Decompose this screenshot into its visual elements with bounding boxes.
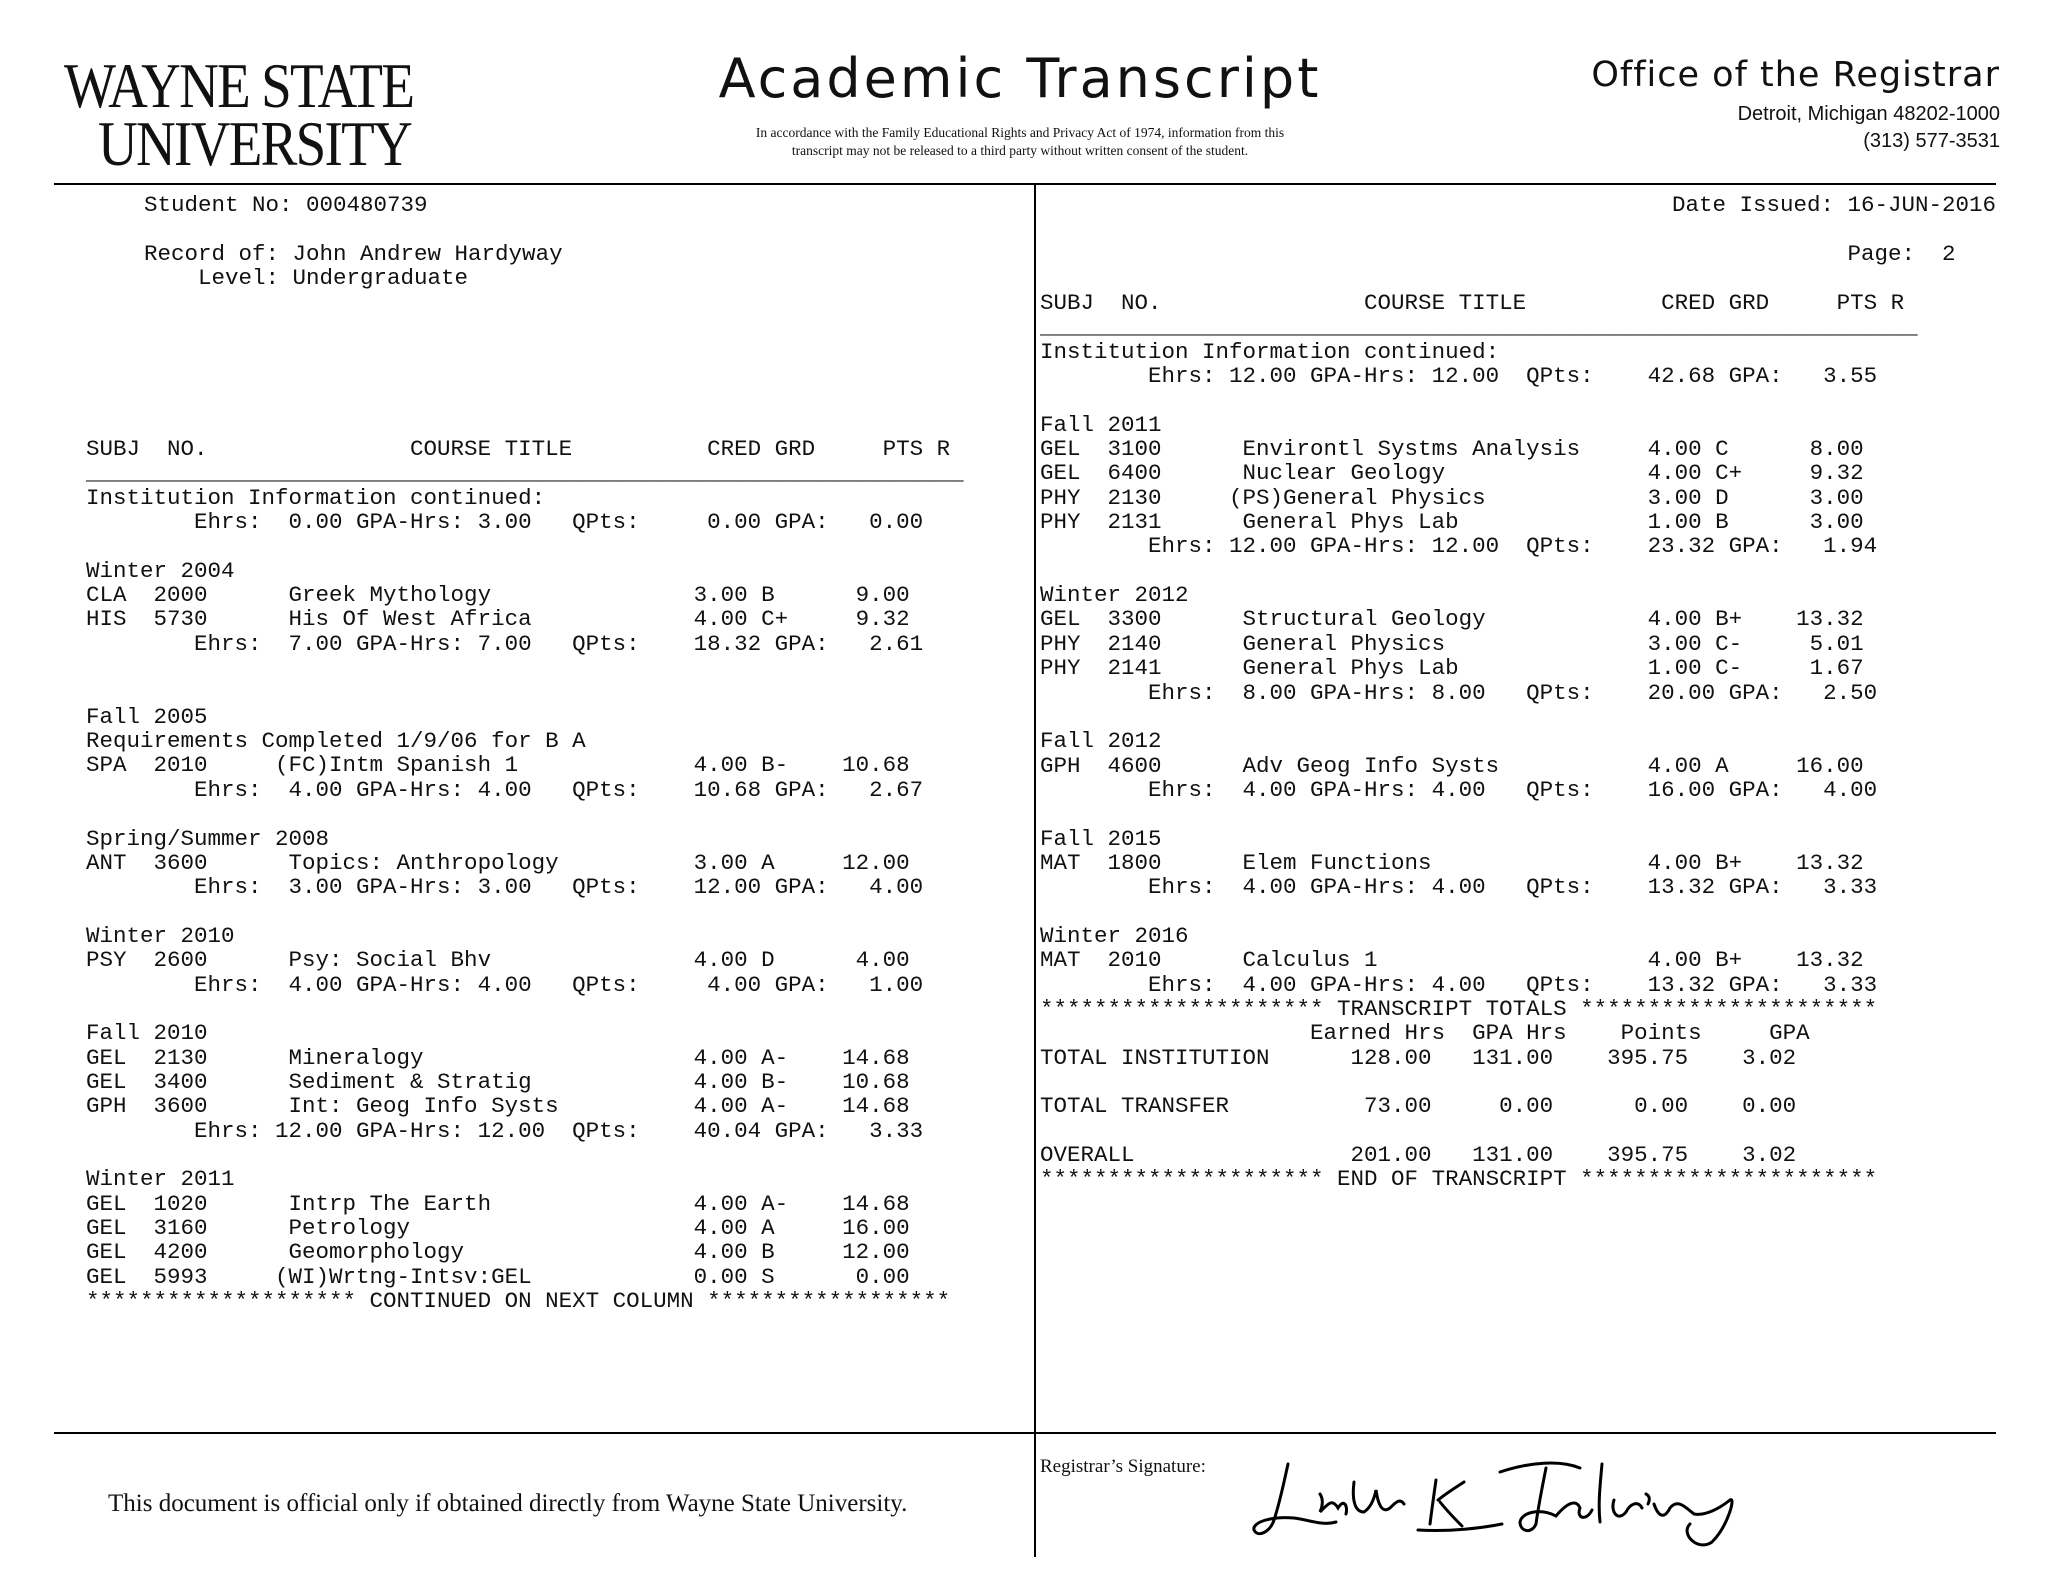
transcript-line: Winter 2012 (1040, 582, 1189, 609)
transcript-line: ********************* END OF TRANSCRIPT ********************** (1040, 1166, 1878, 1193)
student-number: Student No: 000480739 (144, 192, 428, 218)
transcript-line: Ehrs: 0.00 GPA-Hrs: 3.00 QPts: 0.00 GPA: 0.00 (86, 509, 924, 536)
transcript-line: GEL 3400 Sediment & Stratig 4.00 B- 10.68 (86, 1068, 910, 1095)
transcript-line: HIS 5730 His Of West Africa 4.00 C+ 9.32 (86, 606, 910, 633)
transcript-line (86, 534, 964, 558)
transcript-line: Ehrs: 8.00 GPA-Hrs: 8.00 QPts: 20.00 GPA: 2.50 (1040, 679, 1878, 706)
column-divider (1034, 185, 1036, 1557)
transcript-line (86, 802, 964, 826)
footer-divider (54, 1432, 1996, 1434)
transcript-line: Ehrs: 12.00 GPA-Hrs: 12.00 QPts: 42.68 GPA: 3.55 (1040, 363, 1878, 390)
transcript-line: TOTAL INSTITUTION 128.00 131.00 395.75 3.02 (1040, 1044, 1797, 1071)
transcript-line (1040, 388, 1918, 412)
registrar-phone: (313) 577-3531 (1863, 130, 2000, 152)
transcript-line: Institution Information continued: (86, 484, 546, 511)
ferpa-line-1: In accordance with the Family Educational Rights and Privacy Act of 1974, information from this (755, 125, 1285, 140)
transcript-line: PHY 2141 General Phys Lab 1.00 C- 1.67 (1040, 655, 1864, 682)
transcript-line: Ehrs: 12.00 GPA-Hrs: 12.00 QPts: 40.04 GPA: 3.33 (86, 1117, 924, 1144)
transcript-line: GEL 1020 Intrp The Earth 4.00 A- 14.68 (86, 1190, 910, 1217)
transcript-line: ******************** CONTINUED ON NEXT COLUMN ****************** (86, 1288, 951, 1315)
transcript-line: Fall 2005 (86, 703, 208, 730)
transcript-line: MAT 2010 Calculus 1 4.00 B+ 13.32 (1040, 947, 1864, 974)
transcript-line: Ehrs: 4.00 GPA-Hrs: 4.00 QPts: 16.00 GPA: 4.00 (1040, 776, 1878, 803)
registrar-address: Detroit, Michigan 48202-1000 (1737, 103, 2000, 125)
transcript-line (86, 1143, 964, 1167)
ferpa-notice (700, 124, 1340, 160)
header-divider (54, 183, 1996, 185)
transcript-line: Ehrs: 4.00 GPA-Hrs: 4.00 QPts: 13.32 GPA: 3.33 (1040, 971, 1878, 998)
transcript-line: Ehrs: 12.00 GPA-Hrs: 12.00 QPts: 23.32 GPA: 1.94 (1040, 533, 1878, 560)
student-level: Level: Undergraduate (144, 265, 469, 291)
transcript-line: OVERALL 201.00 131.00 395.75 3.02 (1040, 1142, 1797, 1169)
transcript-line: ANT 3600 Topics: Anthropology 3.00 A 12.00 (86, 849, 910, 876)
transcript-line: SUBJ NO. COURSE TITLE CRED GRD PTS R (86, 436, 951, 462)
transcript-line: Winter 2016 (1040, 922, 1189, 949)
transcript-line: _________________________________________________________________ (86, 460, 964, 487)
transcript-line: Winter 2010 (86, 922, 235, 949)
transcript-line: Ehrs: 4.00 GPA-Hrs: 4.00 QPts: 4.00 GPA: 1.00 (86, 971, 924, 998)
page-number: Page: 2 (1847, 241, 1996, 267)
university-logo (64, 50, 434, 180)
official-document-note: This document is official only if obtained directly from Wayne State University. (108, 1490, 908, 1517)
transcript-line: Requirements Completed 1/9/06 for B A (86, 728, 586, 755)
transcript-line (1040, 1119, 1918, 1143)
transcript-line: PHY 2130 (PS)General Physics 3.00 D 3.00 (1040, 484, 1864, 511)
transcript-line: GPH 3600 Int: Geog Info Systs 4.00 A- 14.68 (86, 1093, 910, 1120)
registrar-signature (1250, 1442, 1750, 1552)
transcript-line: TOTAL TRANSFER 73.00 0.00 0.00 0.00 (1040, 1093, 1797, 1120)
transcript-line (86, 680, 964, 704)
transcript-line: ********************* TRANSCRIPT TOTALS ********************** (1040, 995, 1878, 1022)
student-record: Record of: John Andrew Hardyway (144, 241, 563, 267)
transcript-line (1040, 559, 1918, 583)
transcript-line: Fall 2010 (86, 1020, 208, 1047)
transcript-line: GEL 5993 (WI)Wrtng-Intsv:GEL 0.00 S 0.00 (86, 1263, 910, 1290)
logo-line-2: UNIVERSITY (98, 108, 412, 179)
transcript-line: Winter 2011 (86, 1166, 235, 1193)
transcript-line: GEL 4200 Geomorphology 4.00 B 12.00 (86, 1239, 910, 1266)
signature-label: Registrar’s Signature: (1040, 1456, 1206, 1477)
transcript-line: _________________________________________________________________ (1040, 314, 1918, 341)
transcript-line: Ehrs: 3.00 GPA-Hrs: 3.00 QPts: 12.00 GPA: 4.00 (86, 874, 924, 901)
transcript-line: SPA 2010 (FC)Intm Spanish 1 4.00 B- 10.68 (86, 752, 910, 779)
transcript-line: GEL 6400 Nuclear Geology 4.00 C+ 9.32 (1040, 460, 1864, 487)
left-column-courses (86, 437, 964, 1313)
transcript-line (86, 656, 964, 680)
transcript-line: Institution Information continued: (1040, 338, 1500, 365)
document-title: Academic Transcript (718, 47, 1322, 110)
ferpa-line-2: transcript may not be released to a third party without written consent of the student. (791, 143, 1249, 158)
transcript-line: PSY 2600 Psy: Social Bhv 4.00 D 4.00 (86, 947, 910, 974)
transcript-line: CLA 2000 Greek Mythology 3.00 B 9.00 (86, 582, 910, 609)
registrar-office-title: Office of the Registrar (1591, 55, 2000, 95)
logo-line-1: WAYNE STATE (64, 50, 414, 121)
transcript-line (1040, 802, 1918, 826)
transcript-line: Spring/Summer 2008 (86, 825, 330, 852)
transcript-line: Ehrs: 4.00 GPA-Hrs: 4.00 QPts: 10.68 GPA: 2.67 (86, 776, 924, 803)
transcript-line: SUBJ NO. COURSE TITLE CRED GRD PTS R (1040, 290, 1905, 316)
transcript-line: GEL 3160 Petrology 4.00 A 16.00 (86, 1215, 910, 1241)
transcript-line: GEL 3100 Environtl Systms Analysis 4.00 C 8.00 (1040, 436, 1864, 463)
transcript-line: Ehrs: 4.00 GPA-Hrs: 4.00 QPts: 13.32 GPA: 3.33 (1040, 874, 1878, 901)
transcript-line: GEL 2130 Mineralogy 4.00 A- 14.68 (86, 1044, 910, 1071)
transcript-line: Fall 2015 (1040, 825, 1162, 852)
transcript-line: GEL 3300 Structural Geology 4.00 B+ 13.32 (1040, 606, 1864, 633)
transcript-line: Fall 2011 (1040, 411, 1162, 438)
transcript-line: GPH 4600 Adv Geog Info Systs 4.00 A 16.00 (1040, 752, 1864, 779)
transcript-line: Fall 2012 (1040, 728, 1162, 755)
transcript-line: MAT 1800 Elem Functions 4.00 B+ 13.32 (1040, 849, 1864, 876)
right-column-courses (1040, 291, 1918, 1192)
transcript-line: Ehrs: 7.00 GPA-Hrs: 7.00 QPts: 18.32 GPA: 2.61 (86, 630, 924, 657)
date-issued: Date Issued: 16-JUN-2016 (1671, 192, 1996, 218)
transcript-line (86, 997, 964, 1021)
transcript-line (1040, 1070, 1918, 1094)
transcript-line: Earned Hrs GPA Hrs Points GPA (1040, 1020, 1810, 1047)
transcript-line: Winter 2004 (86, 557, 235, 584)
transcript-line (1040, 900, 1918, 924)
transcript-line (1040, 705, 1918, 729)
transcript-line: PHY 2131 General Phys Lab 1.00 B 3.00 (1040, 509, 1864, 536)
transcript-line: PHY 2140 General Physics 3.00 C- 5.01 (1040, 630, 1864, 657)
transcript-line (86, 900, 964, 924)
